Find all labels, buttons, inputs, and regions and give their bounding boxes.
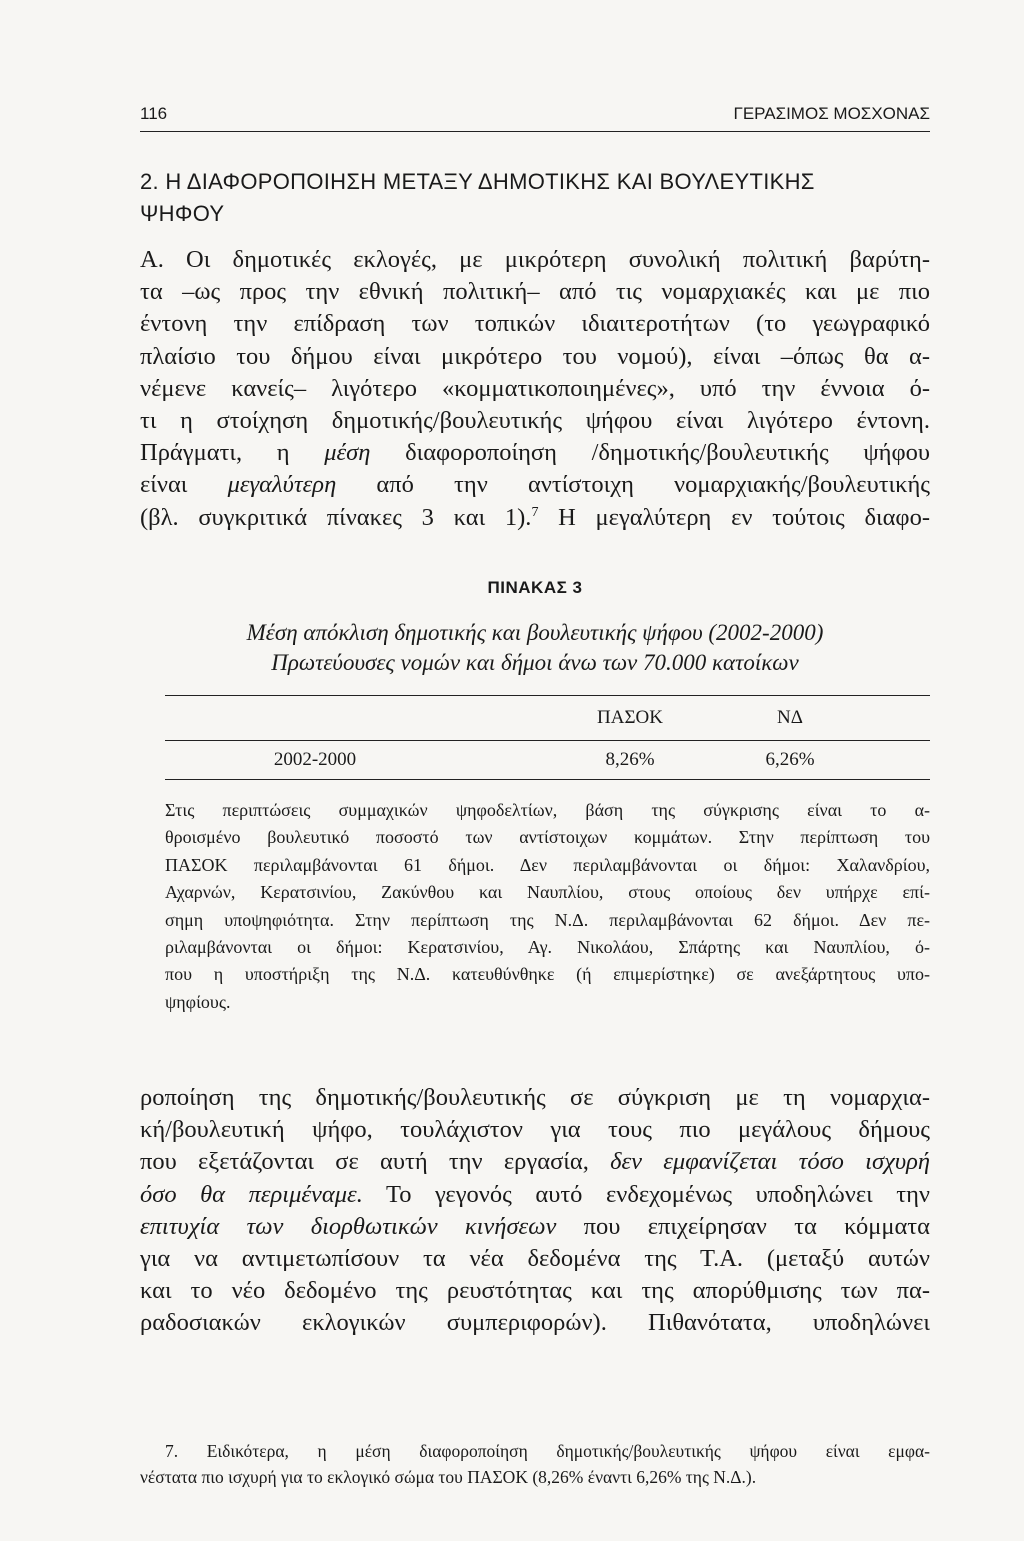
emphasis: μέση [324, 439, 371, 467]
text-segment: που εξετάζονται σε αυτή την εργασία, [140, 1148, 611, 1176]
text-line: τι η στοίχηση δημοτικής/βουλευτικής ψήφου είναι λιγότερο έντονη. [140, 406, 930, 434]
emphasis: δεν εμφανίζεται τόσο ισχυρή [610, 1148, 931, 1176]
text-segment: Η μεγαλύτερη εν τούτοις διαφο- [538, 503, 930, 531]
section-heading-line-2: ΨΗΦΟΥ [140, 201, 225, 226]
note-line: Αχαρνών, Κερατσινίου, Ζακύνθου και Ναυπλίου, στους οποίους δεν υπήρχε επί- [165, 882, 930, 903]
footnote-line: νέστατα πιο ισχυρή για το εκλογικό σώμα του ΠΑΣΟΚ (8,26% έναντι 6,26% της Ν.Δ.). [140, 1467, 757, 1487]
text-line: πλαίσιο του δήμου είναι μικρότερο του νομού), είναι –όπως θα α- [140, 342, 930, 370]
table-caption [140, 618, 930, 678]
page-number: 116 [140, 104, 168, 123]
text-line: ραδοσιακών εκλογικών συμπεριφορών). Πιθανότατα, υποδηλώνει [140, 1309, 930, 1337]
running-title: ΓΕΡΑΣΙΜΟΣ ΜΟΣΧΟΝΑΣ [733, 104, 930, 123]
text-line: Α. Οι δημοτικές εκλογές, με μικρότερη συνολική πολιτική βαρύτη- [140, 246, 930, 273]
note-line: που η υποστήριξη της Ν.Δ. κατευθύνθηκε (ή επιμερίστηκε) σε ανεξάρτητους υπο- [165, 964, 930, 985]
text-line [140, 1211, 930, 1243]
paragraph-intro [140, 244, 930, 534]
text-segment: (βλ. συγκριτικά πίνακες 3 και 1). [140, 503, 532, 531]
note-line: ψηφίους. [165, 991, 231, 1012]
table-header-row [165, 696, 930, 740]
running-header [140, 104, 930, 132]
text-line: και το νέο δεδομένο της ρευστότητας και της απορύθμισης των πα- [140, 1277, 930, 1305]
text-line: είναι μεγαλύτερη από την αντίστοιχη νομαρχιακής/βουλευτικής [140, 471, 930, 499]
section-heading-line-1: 2. Η ΔΙΑΦΟΡΟΠΟΙΗΣΗ ΜΕΤΑΞΥ ΔΗΜΟΤΙΚΗΣ ΚΑΙ ΒΟΥΛΕΥΤΙΚΗΣ [140, 169, 815, 194]
footnote [140, 1438, 930, 1490]
table-caption-line-1: Μέση απόκλιση δημοτικής και βουλευτικής ψήφου (2002-2000) [246, 620, 824, 645]
paragraph-continuation [140, 1082, 930, 1340]
table-row [165, 741, 930, 779]
table-bottom-rule [165, 779, 930, 780]
text-segment: που επιχείρησαν τα κόμματα [556, 1212, 930, 1240]
text-line: ροποίηση της δημοτικής/βουλευτικής σε σύγκριση με τη νομαρχια- [140, 1084, 930, 1111]
table-label: ΠΙΝΑΚΑΣ 3 [487, 578, 583, 597]
text-line: έντονη την επίδραση των τοπικών ιδιαιτεροτήτων (το γεωγραφικό [140, 310, 930, 338]
table-caption-line-2: Πρωτεύουσες νομών και δήμοι άνω των 70.000 κατοίκων [271, 650, 799, 675]
text-line: Πράγματι, η μέση διαφοροποίηση /δημοτικής/βουλευτικής ψήφου [140, 439, 930, 467]
table-header-cell: ΝΔ [777, 707, 803, 728]
table-cell: 2002-2000 [273, 749, 357, 770]
text-line [140, 1146, 930, 1178]
note-line: θροισμένο βουλευτικό ποσοστό των αντίστοιχων κομμάτων. Στην περίπτωση του [165, 827, 930, 848]
note-line: Στις περιπτώσεις συμμαχικών ψηφοδελτίων, βάση της σύγκρισης είναι το α- [165, 800, 930, 820]
table-cell: 8,26% [605, 749, 655, 770]
text-line: για να αντιμετωπίσουν τα νέα δεδομένα της Τ.Α. (μεταξύ αυτών [140, 1244, 930, 1272]
emphasis: μεγαλύτερη [227, 471, 337, 499]
section-heading [140, 166, 930, 230]
emphasis: όσο θα περιμέναμε. [140, 1180, 363, 1208]
note-line: ριλαμβάνονται οι δήμοι: Κερατσινίου, Αγ. Νικολάου, Σπάρτης και Ναυπλίου, ό- [165, 936, 930, 957]
footnote-reference: 7 [531, 504, 539, 520]
table-header-cell: ΠΑΣΟΚ [597, 707, 663, 728]
results-table [165, 695, 930, 780]
note-line: ΠΑΣΟΚ περιλαμβάνονται 61 δήμοι. Δεν περιλαμβάνονται οι δήμοι: Χαλανδρίου, [165, 854, 930, 875]
text-line [140, 502, 930, 534]
emphasis: επιτυχία των διορθωτικών κινήσεων [140, 1212, 557, 1240]
text-segment: Το γεγονός αυτό ενδεχομένως υποδηλώνει την [362, 1180, 930, 1208]
text-line: τα –ως προς την εθνική πολιτική– από τις νομαρχιακές και με πιο [140, 278, 930, 306]
table-cell: 6,26% [765, 749, 815, 770]
text-line [140, 1179, 930, 1211]
table-note [165, 797, 930, 1016]
footnote-line: 7. Ειδικότερα, η μέση διαφοροποίηση δημοτικής/βουλευτικής ψήφου είναι εμφα- [165, 1441, 930, 1461]
note-line: σημη υποψηφιότητα. Στην περίπτωση της Ν.Δ. περιλαμβάνονται 62 δήμοι. Δεν πε- [165, 909, 930, 930]
text-line: νέμενε κανείς– λιγότερο «κομματικοποιημένες», υπό την έννοια ό- [140, 374, 930, 402]
text-line: κή/βουλευτική ψήφο, τουλάχιστον για τους πιο μεγάλους δήμους [140, 1116, 930, 1144]
